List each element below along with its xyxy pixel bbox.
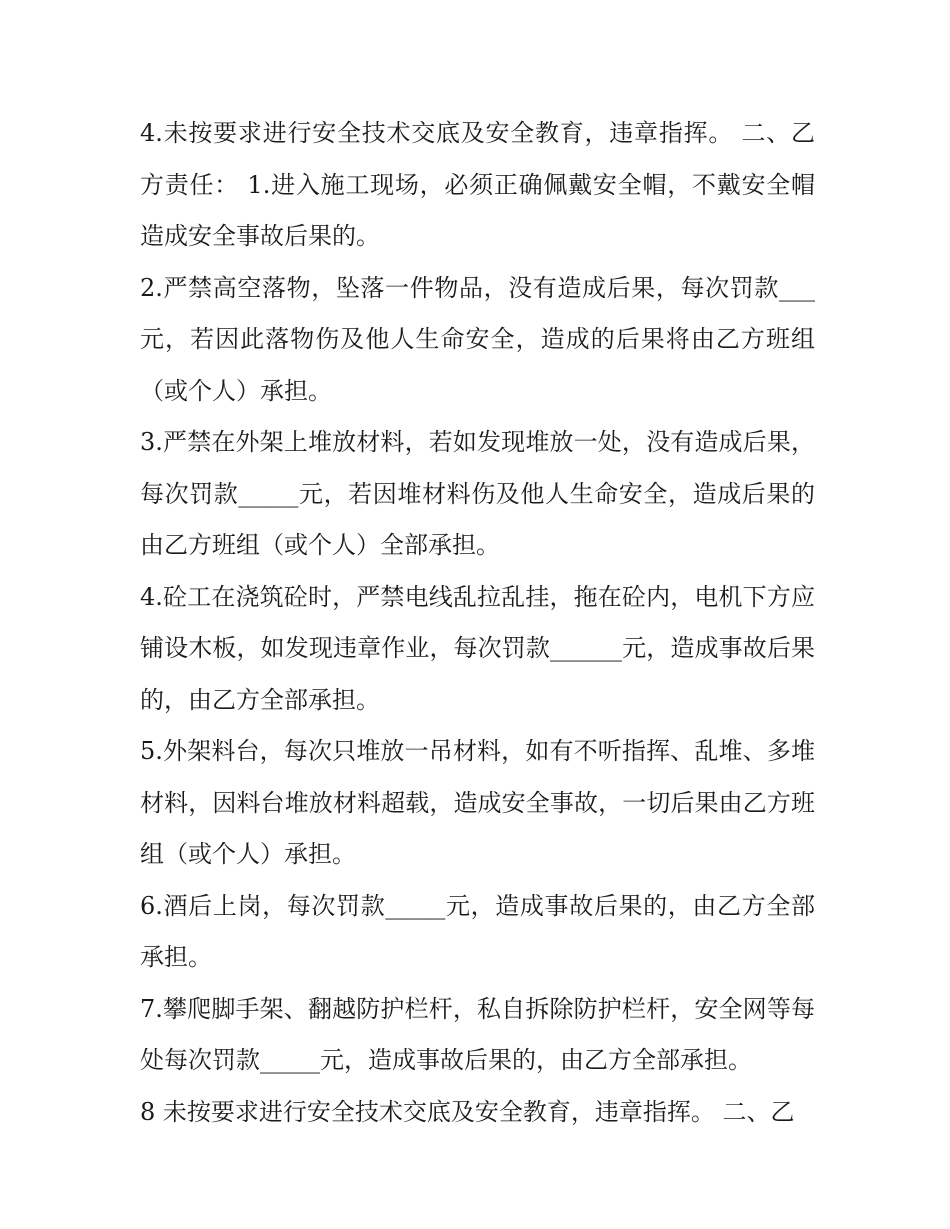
paragraph-6: 6.酒后上岗，每次罚款_____元，造成事故后果的，由乙方全部承担。 bbox=[140, 891, 815, 971]
paragraph-5: 5.外架料台，每次只堆放一吊材料，如有不听指挥、乱堆、多堆材料，因料台堆放材料超载，造成安全事故，一切后果由乙方班组（或个人）承担。 bbox=[140, 737, 815, 868]
paragraph-4: 4.砼工在浇筑砼时，严禁电线乱拉乱挂，拖在砼内，电机下方应铺设木板，如发现违章作业，每次罚款______元，造成事故后果的，由乙方全部承担。 bbox=[140, 582, 815, 714]
document-body bbox=[140, 108, 815, 1138]
paragraph-2: 2.严禁高空落物，坠落一件物品，没有造成后果，每次罚款___元，若因此落物伤及他人生命安全，造成的后果将由乙方班组（或个人）承担。 bbox=[140, 273, 815, 405]
paragraph-3: 3.严禁在外架上堆放材料，若如发现堆放一处，没有造成后果，每次罚款_____元，若因堆材料伤及他人生命安全，造成后果的由乙方班组（或个人）全部承担。 bbox=[140, 428, 815, 559]
paragraph-7: 7.攀爬脚手架、翻越防护栏杆，私自拆除防护栏杆，安全网等每处每次罚款_____元，造成事故后果的，由乙方全部承担。 bbox=[140, 994, 815, 1074]
paragraph-1: 4.未按要求进行安全技术交底及安全教育，违章指挥。 二、乙方责任： 1.进入施工现场，必须正确佩戴安全帽，不戴安全帽造成安全事故后果的。 bbox=[140, 119, 815, 250]
paragraph-8: 8 未按要求进行安全技术交底及安全教育，违章指挥。 二、乙 bbox=[140, 1097, 795, 1126]
